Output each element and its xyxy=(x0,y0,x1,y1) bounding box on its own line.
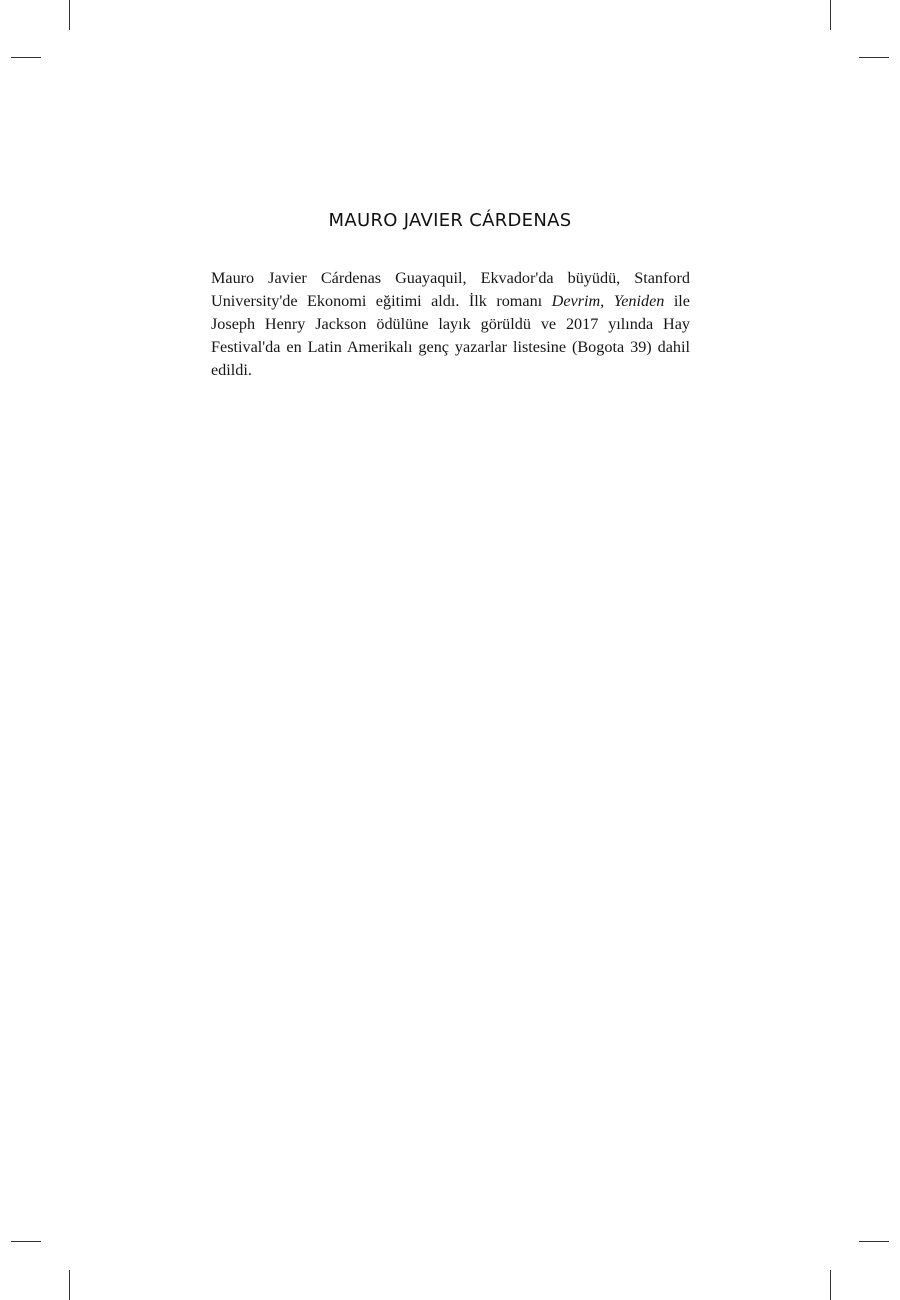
bio-book-title: Devrim, Yeniden xyxy=(551,292,665,310)
crop-mark-bottom-right-vertical xyxy=(830,1270,831,1300)
author-bio xyxy=(211,267,690,382)
bio-text-before-title: Mauro Javier Cárdenas Guayaquil, Ekvador'da büyüdü, Stanford University'de Ekonomi eğitimi aldı. İlk romanı xyxy=(211,269,690,310)
bio-text-after-title: ile Joseph Henry Jackson ödülüne layık görüldü ve 2017 yılında Hay Festival'da en Latin Amerikalı genç yazarlar listesine (Bogota 39) dahil edildi. xyxy=(211,292,690,379)
crop-mark-bottom-right-horizontal xyxy=(859,1241,889,1242)
author-heading: MAURO JAVIER CÁRDENAS xyxy=(328,210,572,231)
crop-mark-top-left-vertical xyxy=(69,0,70,30)
crop-mark-bottom-left-horizontal xyxy=(11,1241,41,1242)
crop-mark-bottom-left-vertical xyxy=(69,1270,70,1300)
crop-mark-top-left-horizontal xyxy=(11,57,41,58)
crop-mark-top-right-vertical xyxy=(830,0,831,30)
crop-mark-top-right-horizontal xyxy=(859,57,889,58)
